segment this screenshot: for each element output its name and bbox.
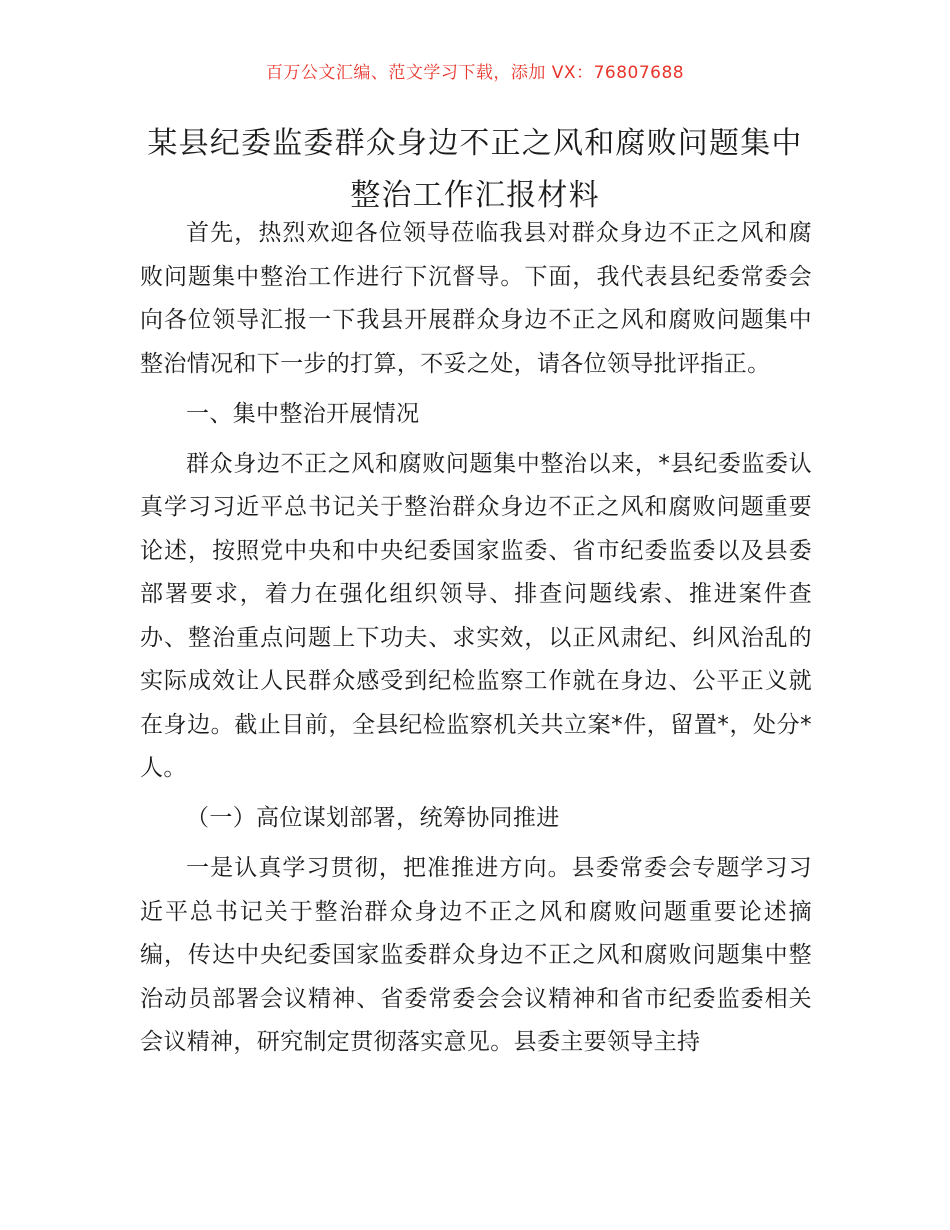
watermark-header: 百万公文汇编、范文学习下载，添加 VX：76807688 [265,63,685,83]
section-1-paragraph: 群众身边不正之风和腐败问题集中整治以来，*县纪委监委认真学习习近平总书记关于整治群众身边不正之风和腐败问题重要论述，按照党中央和中央纪委国家监委、省市纪委监委以及县委部署要求，着力在强化组织领导、排查问题线索、推进案件查办、整治重点问题上下功夫、求实效，以正风肃纪、纠风治乱的实际成效让人民群众感受到纪检监察工作就在身边、公平正义就在身边。截止目前，全县纪检监察机关共立案*件，留置*，处分*人。 [140,450,812,781]
subsection-1-paragraph: 一是认真学习贯彻，把准推进方向。县委常委会专题学习习近平总书记关于整治群众身边不正之风和腐败问题重要论述摘编，传达中央纪委国家监委群众身边不正之风和腐败问题集中整治动员部署会议精神、省委常委会会议精神和省市纪委监委相关会议精神，研究制定贯彻落实意见。县委主要领导主持 [140,855,812,1055]
document-body [140,212,812,1071]
subsection-heading-1: （一）高位谋划部署，统筹协同推进 [186,805,560,831]
section-heading-1: 一、集中整治开展情况 [186,400,420,427]
intro-paragraph: 首先，热烈欢迎各位领导莅临我县对群众身边不正之风和腐败问题集中整治工作进行下沉督导。下面，我代表县纪委常委会向各位领导汇报一下我县开展群众身边不正之风和腐败问题集中整治情况和下一步的打算，不妥之处，请各位领导批评指正。 [140,220,812,377]
document-title: 某县纪委监委群众身边不正之风和腐败问题集中整治工作汇报材料 [147,126,803,213]
